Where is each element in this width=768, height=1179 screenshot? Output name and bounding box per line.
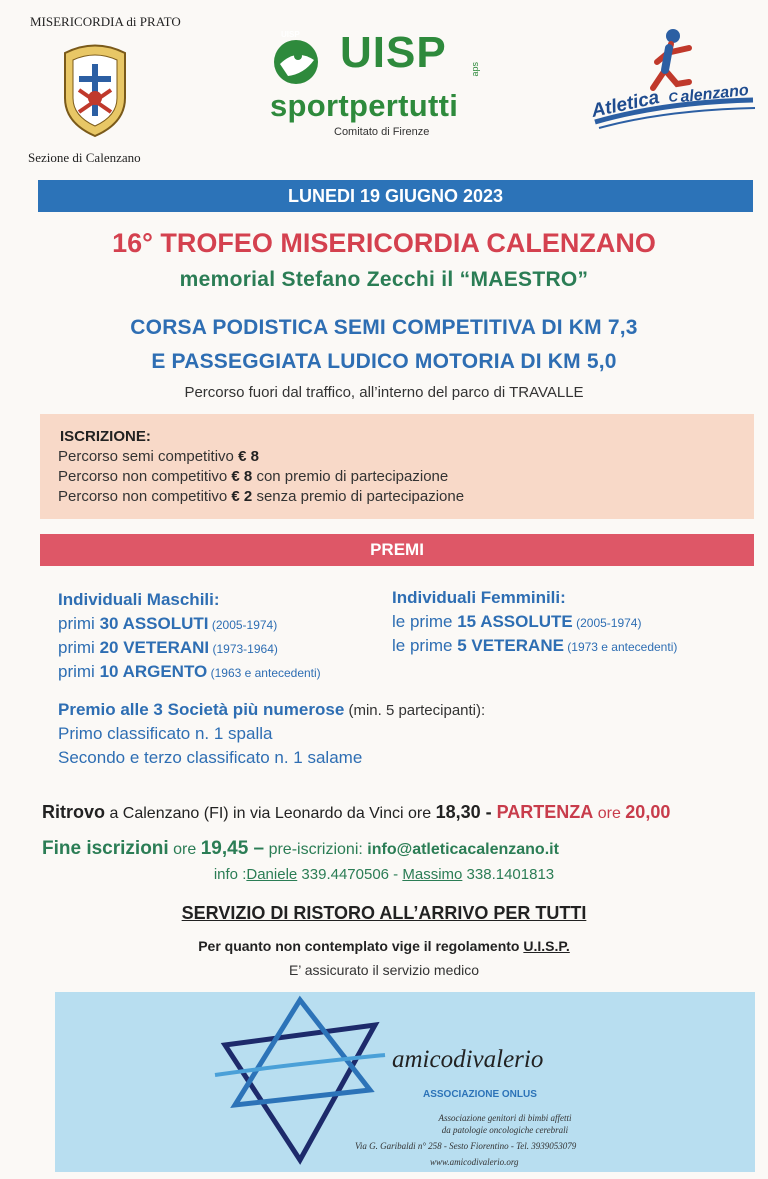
- uisp-slogan: sportpertutti: [270, 88, 459, 123]
- atletica-runner-icon: [585, 22, 760, 137]
- maschili-row: primi 10 ARGENTO (1963 e antecedenti): [58, 662, 321, 681]
- femminili-row: le prime 15 ASSOLUTE (2005-1974): [392, 612, 642, 631]
- amico-name: amicodivalerio: [392, 1046, 544, 1073]
- atletica-connector: C: [667, 89, 679, 105]
- atletica-word: Atletica: [589, 87, 662, 122]
- event-title: 16° TROFEO MISERICORDIA CALENZANO: [112, 228, 656, 258]
- uisp-small-label: UISP: [281, 30, 300, 39]
- maschili-row: primi 30 ASSOLUTI (2005-1974): [58, 614, 278, 633]
- premi-band: PREMI: [40, 534, 754, 566]
- info-line: info :Daniele 339.4470506 - Massimo 338.1401813: [213, 866, 555, 883]
- iscrizione-title: ISCRIZIONE:: [60, 428, 151, 445]
- ritrovo-line: Ritrovo a Calenzano (FI) in via Leonardo da Vinci ore 18,30 - PARTENZA ore 20,00: [42, 802, 671, 822]
- iscrizione-line: Percorso non competitivo € 2 senza premio di partecipazione: [58, 488, 465, 505]
- amico-desc-2: da patologie oncologiche cerebrali: [441, 1125, 569, 1135]
- uisp-aps: aps: [470, 62, 480, 77]
- route-line: Percorso fuori dal traffico, all’interno del parco di TRAVALLE: [184, 384, 584, 401]
- uisp-logo-text: UISP: [340, 28, 447, 77]
- misericordia-section: Sezione di Calenzano: [28, 150, 141, 165]
- misericordia-crest-icon: [55, 38, 135, 138]
- servizio-line: SERVIZIO DI RISTORO ALL’ARRIVO PER TUTTI: [181, 903, 587, 923]
- iscrizione-line: Percorso semi competitivo € 8: [58, 448, 259, 465]
- amico-website[interactable]: www.amicodivalerio.org: [430, 1157, 519, 1167]
- maschili-row: primi 20 VETERANI (1973-1964): [58, 638, 278, 657]
- societa-title: Premio alle 3 Società più numerose (min. 5 partecipanti):: [58, 700, 486, 719]
- maschili-title: Individuali Maschili:: [58, 590, 220, 609]
- date-band: LUNEDI 19 GIUGNO 2023: [38, 180, 753, 212]
- race-line-1: CORSA PODISTICA SEMI COMPETITIVA DI KM 7,3: [130, 316, 638, 339]
- uisp-committee: Comitato di Firenze: [334, 126, 430, 138]
- iscrizione-line: Percorso non competitivo € 8 con premio di partecipazione: [58, 468, 449, 485]
- assicurato-line: E’ assicurato il servizio medico: [288, 962, 480, 978]
- amico-assoc: ASSOCIAZIONE ONLUS: [423, 1089, 537, 1100]
- atletica-word2: alenzano: [679, 81, 750, 106]
- fine-iscrizioni-line: Fine iscrizioni ore 19,45 – pre-iscrizioni: info@atleticacalenzano.it: [42, 838, 559, 859]
- societa-line-1: Primo classificato n. 1 spalla: [58, 724, 273, 743]
- memorial-line: memorial Stefano Zecchi il “MAESTRO”: [179, 268, 589, 291]
- misericordia-title: MISERICORDIA di PRATO: [30, 14, 181, 29]
- femminili-row: le prime 5 VETERANE (1973 e antecedenti): [392, 636, 678, 655]
- regolamento-line: Per quanto non contemplato vige il regolamento U.I.S.P.: [198, 938, 570, 954]
- amico-address: Via G. Garibaldi n° 258 - Sesto Fiorentino - Tel. 3939053079: [355, 1141, 577, 1151]
- femminili-title: Individuali Femminili:: [392, 588, 566, 607]
- race-line-2: E PASSEGGIATA LUDICO MOTORIA DI KM 5,0: [151, 350, 617, 373]
- amico-desc-1: Associazione genitori di bimbi affetti: [438, 1113, 572, 1123]
- societa-line-2: Secondo e terzo classificato n. 1 salame: [58, 748, 363, 767]
- amico-star-icon: [205, 995, 395, 1165]
- email-link[interactable]: info@atleticacalenzano.it: [367, 841, 559, 858]
